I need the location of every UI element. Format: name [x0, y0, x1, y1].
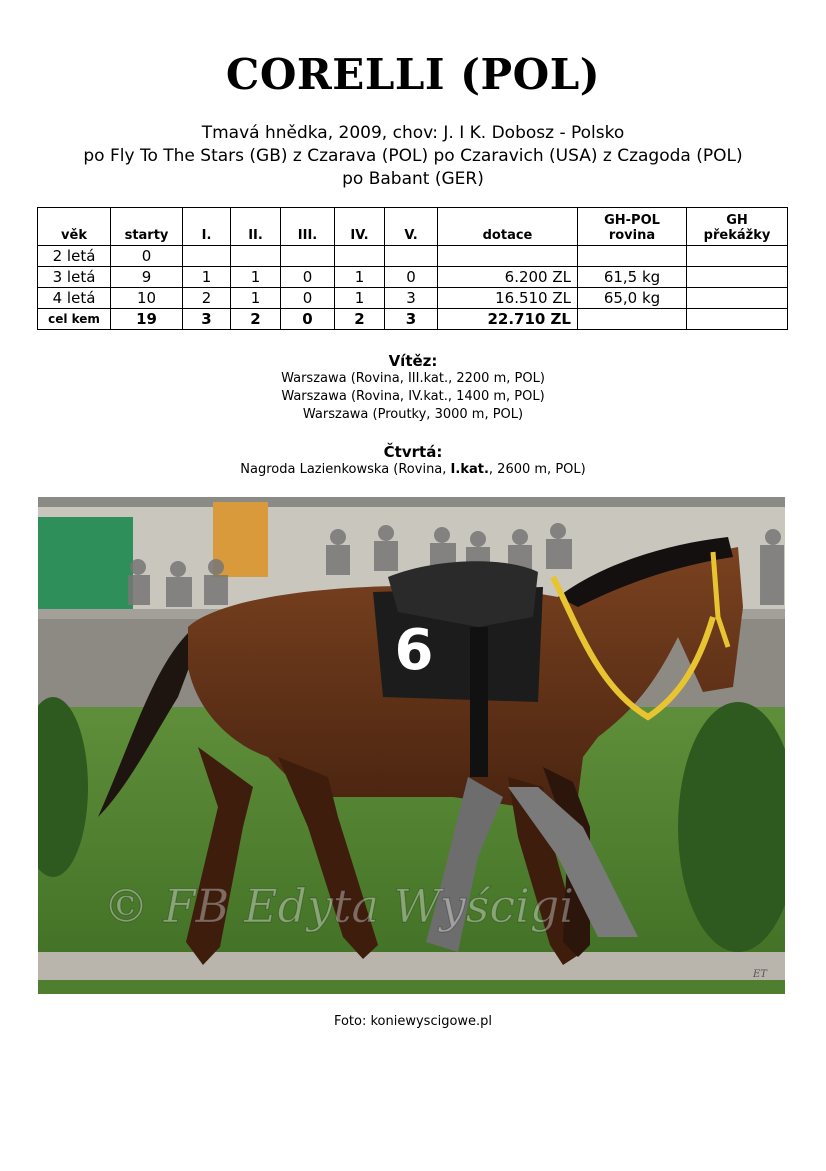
col-fifth: V.	[385, 208, 438, 246]
col-gh-pol	[578, 208, 687, 246]
col-prize: dotace	[438, 208, 578, 246]
table-row	[38, 288, 788, 309]
cell-starts: 10	[111, 288, 183, 309]
race-record-table	[37, 207, 788, 330]
winner-item: Warszawa (Rovina, IV.kat., 1400 m, POL)	[281, 389, 545, 404]
pedigree-line: po Fly To The Stars (GB) z Czarava (POL) po Czaravich (USA) z Czagoda (POL)	[83, 146, 743, 166]
cell-third: 0	[281, 288, 335, 309]
cell-total-gh	[687, 309, 788, 330]
photo-watermark: © FB Edyta Wyścigi	[103, 879, 575, 933]
table-row	[38, 246, 788, 267]
cell-total-first: 3	[183, 309, 231, 330]
cell-total-prize: 22.710 ZL	[438, 309, 578, 330]
cell-starts: 9	[111, 267, 183, 288]
cell-total-gh-pol	[578, 309, 687, 330]
col-gh	[687, 208, 788, 246]
fourth-section	[0, 443, 826, 479]
total-row	[38, 309, 788, 330]
cell-total-starts: 19	[111, 309, 183, 330]
cell-gh-pol: 61,5 kg	[578, 267, 687, 288]
cell-fifth: 3	[385, 288, 438, 309]
col-gh-pol-sub: rovina	[608, 228, 656, 243]
col-third: III.	[281, 208, 335, 246]
cell-total-fourth: 2	[335, 309, 385, 330]
cell-gh	[687, 267, 788, 288]
pedigree-line-2: po Babant (GER)	[342, 169, 484, 189]
col-age: věk	[38, 208, 111, 246]
cell-gh-pol	[578, 246, 687, 267]
cell-starts: 0	[111, 246, 183, 267]
cell-gh	[687, 288, 788, 309]
table-row	[38, 267, 788, 288]
cell-first	[183, 246, 231, 267]
cell-fifth: 0	[385, 267, 438, 288]
saddle-number: 6	[394, 618, 434, 683]
fourth-item-pre: Nagroda Lazienkowska (Rovina,	[240, 462, 451, 477]
col-gh-pol-label: GH-POL	[604, 213, 660, 228]
horse-photo	[38, 497, 785, 994]
cell-prize	[438, 246, 578, 267]
cell-third	[281, 246, 335, 267]
cell-total-third: 0	[281, 309, 335, 330]
photo-caption: Foto: koniewyscigowe.pl	[333, 1014, 493, 1029]
cell-second: 1	[231, 267, 281, 288]
photographer-initials: ET	[753, 969, 767, 980]
cell-fifth	[385, 246, 438, 267]
horse-photo-image	[38, 497, 785, 994]
cell-prize: 6.200 ZL	[438, 267, 578, 288]
winner-title: Vítěz:	[388, 352, 438, 370]
cell-first: 2	[183, 288, 231, 309]
fourth-item-post: , 2600 m, POL)	[488, 462, 586, 477]
cell-total-fifth: 3	[385, 309, 438, 330]
col-gh-sub: překážky	[703, 228, 771, 243]
cell-gh-pol: 65,0 kg	[578, 288, 687, 309]
table-header-row	[38, 208, 788, 246]
col-gh-label: GH	[726, 213, 748, 228]
cell-third: 0	[281, 267, 335, 288]
horse-description: Tmavá hnědka, 2009, chov: J. I K. Dobosz - Polsko	[201, 123, 625, 143]
cell-second: 1	[231, 288, 281, 309]
fourth-item-class: I.kat.	[450, 462, 489, 477]
col-fourth: IV.	[335, 208, 385, 246]
cell-age: 2 letá	[38, 246, 111, 267]
cell-fourth	[335, 246, 385, 267]
winner-item: Warszawa (Proutky, 3000 m, POL)	[302, 407, 524, 422]
cell-prize: 16.510 ZL	[438, 288, 578, 309]
winner-item: Warszawa (Rovina, III.kat., 2200 m, POL)	[281, 371, 545, 386]
fourth-title: Čtvrtá:	[383, 443, 443, 461]
col-starts: starty	[111, 208, 183, 246]
page-title: CORELLI (POL)	[225, 50, 601, 99]
cell-second	[231, 246, 281, 267]
cell-fourth: 1	[335, 288, 385, 309]
cell-first: 1	[183, 267, 231, 288]
cell-age: 3 letá	[38, 267, 111, 288]
col-second: II.	[231, 208, 281, 246]
cell-fourth: 1	[335, 267, 385, 288]
winner-section	[0, 352, 826, 424]
col-first: I.	[183, 208, 231, 246]
cell-gh	[687, 246, 788, 267]
fourth-item	[0, 461, 826, 479]
cell-age: 4 letá	[38, 288, 111, 309]
cell-total-label: cel kem	[38, 309, 111, 330]
cell-total-second: 2	[231, 309, 281, 330]
